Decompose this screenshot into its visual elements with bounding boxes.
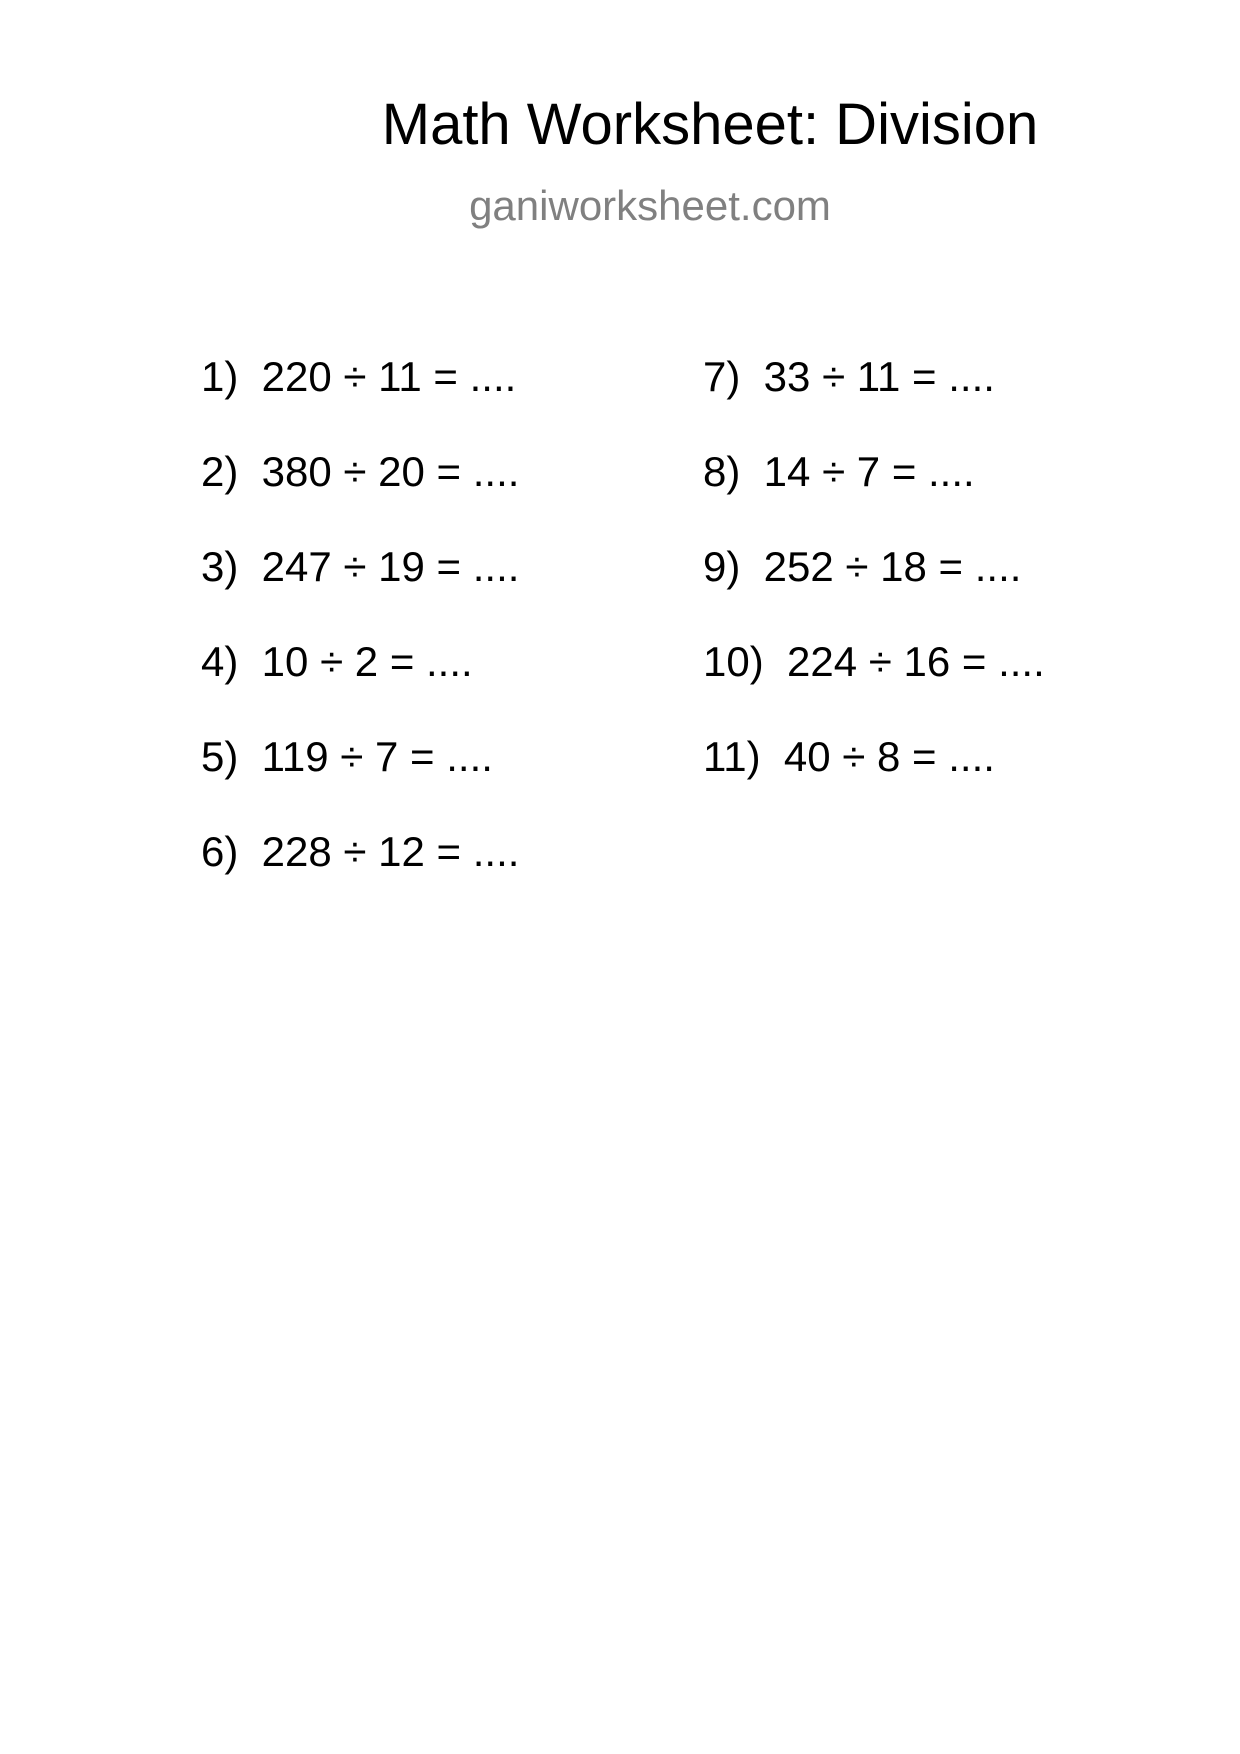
problem-11: 11) 40 ÷ 8 = .... xyxy=(703,733,995,780)
problem-10: 10) 224 ÷ 16 = .... xyxy=(703,638,1045,685)
problem-8: 8) 14 ÷ 7 = .... xyxy=(703,448,975,495)
problem-2: 2) 380 ÷ 20 = .... xyxy=(201,448,520,495)
problem-7: 7) 33 ÷ 11 = .... xyxy=(703,353,995,400)
website-subtitle: ganiworksheet.com xyxy=(469,182,831,229)
problem-6: 6) 228 ÷ 12 = .... xyxy=(201,828,520,875)
problem-3: 3) 247 ÷ 19 = .... xyxy=(201,543,520,590)
problem-5: 5) 119 ÷ 7 = .... xyxy=(201,733,493,780)
problem-4: 4) 10 ÷ 2 = .... xyxy=(201,638,473,685)
problem-1: 1) 220 ÷ 11 = .... xyxy=(201,353,517,400)
page-title: Math Worksheet: Division xyxy=(381,92,1039,157)
problem-9: 9) 252 ÷ 18 = .... xyxy=(703,543,1022,590)
